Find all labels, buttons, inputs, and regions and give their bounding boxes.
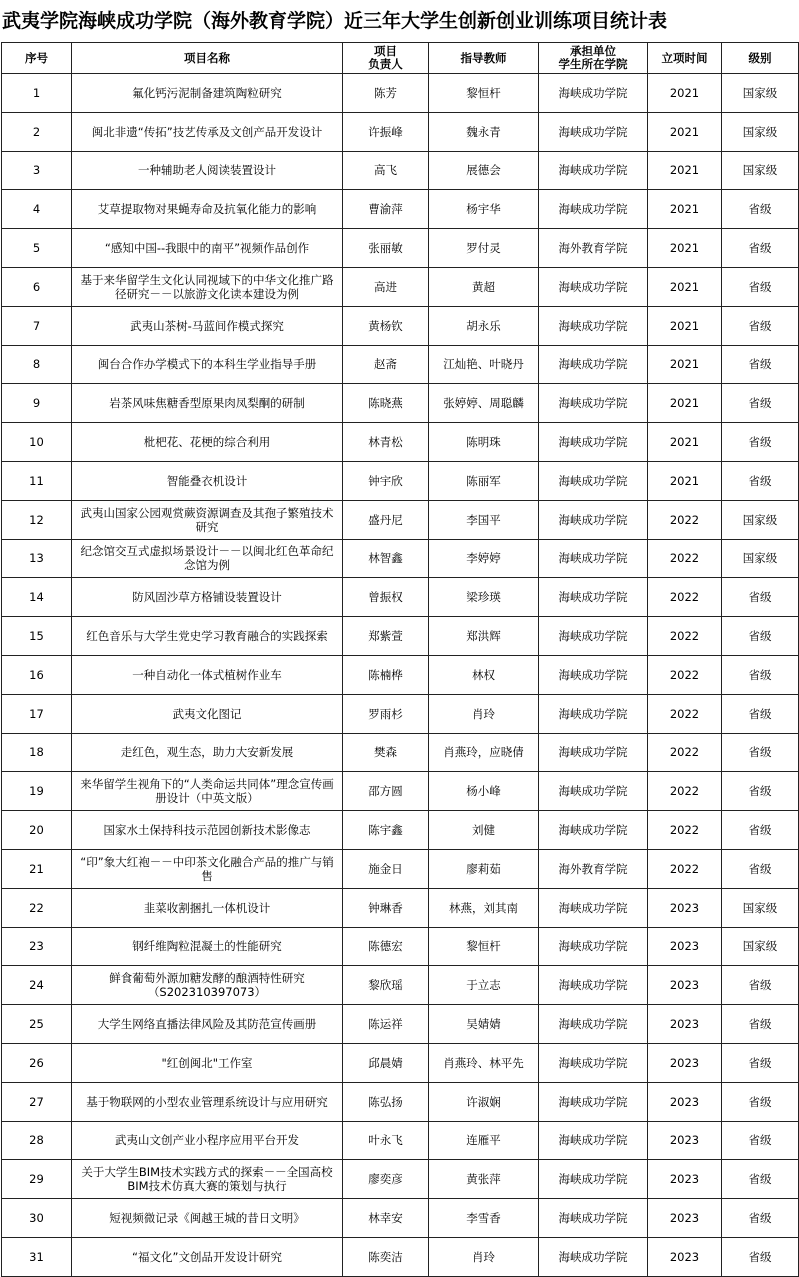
cell-year: 2023 [648, 1237, 722, 1276]
cell-year: 2021 [648, 345, 722, 384]
cell-level: 省级 [722, 1005, 799, 1044]
cell-unit: 海峡成功学院 [539, 74, 648, 113]
cell-project-name: 闽北非遗“传拓”技艺传承及文创产品开发设计 [72, 112, 343, 151]
table-row [2, 539, 799, 578]
cell-advisor: 肖燕玲，应晓倩 [429, 733, 539, 772]
cell-unit: 海峡成功学院 [539, 1199, 648, 1238]
cell-project-name: 基于物联网的小型农业管理系统设计与应用研究 [72, 1082, 343, 1121]
cell-year: 2021 [648, 267, 722, 306]
cell-level: 省级 [722, 267, 799, 306]
cell-advisor: 于立志 [429, 966, 539, 1005]
cell-level: 省级 [722, 772, 799, 811]
cell-year: 2023 [648, 927, 722, 966]
header-leader-line1: 项目 [374, 44, 397, 58]
cell-no: 3 [2, 151, 72, 190]
cell-level: 省级 [722, 694, 799, 733]
cell-advisor: 黎恒杆 [429, 927, 539, 966]
table-row [2, 267, 799, 306]
cell-leader: 陈奕洁 [343, 1237, 429, 1276]
cell-year: 2022 [648, 500, 722, 539]
cell-no: 4 [2, 190, 72, 229]
cell-unit: 海峡成功学院 [539, 1005, 648, 1044]
cell-leader: 黄杨钦 [343, 306, 429, 345]
cell-leader: 邵方圆 [343, 772, 429, 811]
cell-leader: 邱晨婧 [343, 1043, 429, 1082]
cell-year: 2021 [648, 461, 722, 500]
cell-advisor: 肖燕玲、林平先 [429, 1043, 539, 1082]
cell-project-name: 氟化钙污泥制备建筑陶粒研究 [72, 74, 343, 113]
cell-level: 省级 [722, 384, 799, 423]
header-leader [343, 43, 429, 74]
cell-level: 省级 [722, 733, 799, 772]
cell-year: 2021 [648, 229, 722, 268]
cell-leader: 黎欣瑶 [343, 966, 429, 1005]
table-row [2, 578, 799, 617]
cell-project-name: 武夷文化图记 [72, 694, 343, 733]
table-row [2, 1121, 799, 1160]
cell-no: 31 [2, 1237, 72, 1276]
cell-advisor: 肖玲 [429, 1237, 539, 1276]
cell-no: 14 [2, 578, 72, 617]
cell-no: 17 [2, 694, 72, 733]
cell-unit: 海峡成功学院 [539, 966, 648, 1005]
table-row [2, 966, 799, 1005]
cell-project-name: 红色音乐与大学生党史学习教育融合的实践探索 [72, 617, 343, 656]
cell-no: 19 [2, 772, 72, 811]
cell-level: 省级 [722, 345, 799, 384]
table-row [2, 423, 799, 462]
table-row [2, 229, 799, 268]
cell-leader: 高进 [343, 267, 429, 306]
cell-year: 2022 [648, 655, 722, 694]
cell-advisor: 魏永青 [429, 112, 539, 151]
cell-no: 20 [2, 811, 72, 850]
table-title: 武夷学院海峡成功学院（海外教育学院）近三年大学生创新创业训练项目统计表 [2, 10, 668, 32]
cell-leader: 廖奕彦 [343, 1160, 429, 1199]
cell-advisor: 罗付灵 [429, 229, 539, 268]
cell-no: 11 [2, 461, 72, 500]
cell-unit: 海峡成功学院 [539, 384, 648, 423]
cell-unit: 海峡成功学院 [539, 267, 648, 306]
cell-level: 省级 [722, 849, 799, 888]
cell-level: 省级 [722, 966, 799, 1005]
cell-leader: 陈芳 [343, 74, 429, 113]
cell-project-name: 韭菜收割捆扎一体机设计 [72, 888, 343, 927]
cell-level: 省级 [722, 617, 799, 656]
cell-year: 2023 [648, 1043, 722, 1082]
cell-advisor: 江灿艳、叶晓丹 [429, 345, 539, 384]
cell-level: 国家级 [722, 539, 799, 578]
table-row [2, 1237, 799, 1276]
cell-year: 2022 [648, 617, 722, 656]
table-row [2, 617, 799, 656]
cell-project-name: 短视频微记录《闽越王城的昔日文明》 [72, 1199, 343, 1238]
cell-no: 22 [2, 888, 72, 927]
cell-advisor: 黄张萍 [429, 1160, 539, 1199]
header-level: 级别 [722, 43, 799, 74]
cell-unit: 海峡成功学院 [539, 112, 648, 151]
cell-project-name: "红创闽北"工作室 [72, 1043, 343, 1082]
cell-no: 5 [2, 229, 72, 268]
cell-year: 2021 [648, 306, 722, 345]
cell-leader: 林青松 [343, 423, 429, 462]
cell-unit: 海峡成功学院 [539, 1043, 648, 1082]
cell-level: 省级 [722, 1199, 799, 1238]
cell-leader: 陈楠桦 [343, 655, 429, 694]
cell-year: 2022 [648, 694, 722, 733]
table-row [2, 811, 799, 850]
cell-project-name: 关于大学生BIM技术实践方式的探索－－全国高校BIM技术仿真大赛的策划与执行 [72, 1160, 343, 1199]
cell-level: 省级 [722, 423, 799, 462]
table-row [2, 888, 799, 927]
cell-leader: 曹渝萍 [343, 190, 429, 229]
cell-advisor: 陈明珠 [429, 423, 539, 462]
cell-unit: 海外教育学院 [539, 229, 648, 268]
header-unit-line2: 学生所在学院 [558, 57, 628, 71]
table-row [2, 306, 799, 345]
cell-level: 省级 [722, 306, 799, 345]
cell-year: 2023 [648, 966, 722, 1005]
cell-no: 6 [2, 267, 72, 306]
header-leader-line2: 负责人 [368, 57, 403, 71]
cell-no: 10 [2, 423, 72, 462]
cell-unit: 海峡成功学院 [539, 1237, 648, 1276]
cell-year: 2023 [648, 888, 722, 927]
cell-level: 省级 [722, 1082, 799, 1121]
cell-unit: 海峡成功学院 [539, 423, 648, 462]
cell-level: 国家级 [722, 500, 799, 539]
cell-project-name: 岩茶风味焦糖香型原果肉凤梨酮的研制 [72, 384, 343, 423]
cell-leader: 陈德宏 [343, 927, 429, 966]
cell-advisor: 张婷婷、周聪麟 [429, 384, 539, 423]
cell-project-name: 武夷山茶树-马蓝间作模式探究 [72, 306, 343, 345]
table-row [2, 461, 799, 500]
cell-level: 省级 [722, 655, 799, 694]
cell-no: 16 [2, 655, 72, 694]
cell-year: 2022 [648, 578, 722, 617]
cell-year: 2022 [648, 733, 722, 772]
header-year: 立项时间 [648, 43, 722, 74]
cell-leader: 樊森 [343, 733, 429, 772]
cell-leader: 陈弘扬 [343, 1082, 429, 1121]
cell-project-name: 大学生网络直播法律风险及其防范宣传画册 [72, 1005, 343, 1044]
cell-year: 2021 [648, 112, 722, 151]
cell-project-name: 闽台合作办学模式下的本科生学业指导手册 [72, 345, 343, 384]
cell-unit: 海峡成功学院 [539, 345, 648, 384]
cell-advisor: 刘健 [429, 811, 539, 850]
cell-no: 18 [2, 733, 72, 772]
table-row [2, 927, 799, 966]
table-body [2, 74, 799, 1277]
cell-advisor: 廖莉茹 [429, 849, 539, 888]
cell-project-name: “福文化”文创品开发设计研究 [72, 1237, 343, 1276]
cell-project-name: 基于来华留学生文化认同视域下的中华文化推广路径研究－－以旅游文化读本建设为例 [72, 267, 343, 306]
cell-no: 23 [2, 927, 72, 966]
cell-year: 2022 [648, 539, 722, 578]
cell-project-name: 艾草提取物对果蝇寿命及抗氧化能力的影响 [72, 190, 343, 229]
cell-advisor: 李国平 [429, 500, 539, 539]
cell-advisor: 展德会 [429, 151, 539, 190]
cell-advisor: 陈丽军 [429, 461, 539, 500]
cell-year: 2023 [648, 1121, 722, 1160]
cell-unit: 海外教育学院 [539, 849, 648, 888]
cell-year: 2021 [648, 384, 722, 423]
cell-level: 省级 [722, 1160, 799, 1199]
cell-no: 27 [2, 1082, 72, 1121]
cell-year: 2021 [648, 74, 722, 113]
header-unit-line1: 承担单位 [570, 44, 616, 58]
cell-leader: 陈晓燕 [343, 384, 429, 423]
cell-level: 国家级 [722, 927, 799, 966]
cell-advisor: 杨宇华 [429, 190, 539, 229]
cell-unit: 海峡成功学院 [539, 1160, 648, 1199]
cell-year: 2022 [648, 811, 722, 850]
cell-no: 9 [2, 384, 72, 423]
cell-year: 2022 [648, 772, 722, 811]
cell-unit: 海峡成功学院 [539, 1121, 648, 1160]
cell-advisor: 吴婧婧 [429, 1005, 539, 1044]
table-row [2, 384, 799, 423]
header-no: 序号 [2, 43, 72, 74]
cell-no: 21 [2, 849, 72, 888]
cell-level: 国家级 [722, 112, 799, 151]
cell-year: 2023 [648, 1082, 722, 1121]
cell-unit: 海峡成功学院 [539, 655, 648, 694]
cell-unit: 海峡成功学院 [539, 733, 648, 772]
cell-unit: 海峡成功学院 [539, 811, 648, 850]
cell-leader: 许振峰 [343, 112, 429, 151]
table-row [2, 694, 799, 733]
cell-leader: 钟宇欣 [343, 461, 429, 500]
cell-year: 2023 [648, 1199, 722, 1238]
cell-leader: 赵斋 [343, 345, 429, 384]
cell-no: 13 [2, 539, 72, 578]
table-row [2, 849, 799, 888]
cell-leader: 林幸安 [343, 1199, 429, 1238]
cell-unit: 海峡成功学院 [539, 190, 648, 229]
table-row [2, 345, 799, 384]
cell-level: 省级 [722, 811, 799, 850]
cell-leader: 林智鑫 [343, 539, 429, 578]
table-row [2, 1160, 799, 1199]
cell-advisor: 胡永乐 [429, 306, 539, 345]
cell-advisor: 李婷婷 [429, 539, 539, 578]
cell-no: 8 [2, 345, 72, 384]
cell-advisor: 黎恒杆 [429, 74, 539, 113]
cell-project-name: 纪念馆交互式虚拟场景设计－－以闽北红色革命纪念馆为例 [72, 539, 343, 578]
cell-project-name: 防风固沙草方格铺设装置设计 [72, 578, 343, 617]
cell-leader: 钟琳香 [343, 888, 429, 927]
table-row [2, 1043, 799, 1082]
table-header [2, 43, 799, 74]
table-row [2, 1082, 799, 1121]
cell-unit: 海峡成功学院 [539, 151, 648, 190]
cell-project-name: 智能叠衣机设计 [72, 461, 343, 500]
cell-advisor: 杨小峰 [429, 772, 539, 811]
cell-project-name: 武夷山国家公园观赏蕨资源调查及其孢子繁殖技术研究 [72, 500, 343, 539]
cell-project-name: 国家水土保持科技示范园创新技术影像志 [72, 811, 343, 850]
cell-unit: 海峡成功学院 [539, 1082, 648, 1121]
cell-unit: 海峡成功学院 [539, 888, 648, 927]
cell-project-name: 武夷山文创产业小程序应用平台开发 [72, 1121, 343, 1160]
cell-unit: 海峡成功学院 [539, 306, 648, 345]
cell-advisor: 黄超 [429, 267, 539, 306]
cell-advisor: 李雪香 [429, 1199, 539, 1238]
header-advisor: 指导教师 [429, 43, 539, 74]
cell-project-name: 一种自动化一体式植树作业车 [72, 655, 343, 694]
cell-level: 省级 [722, 1043, 799, 1082]
table-row [2, 733, 799, 772]
cell-project-name: “感知中国--我眼中的南平”视频作品创作 [72, 229, 343, 268]
cell-advisor: 林燕，刘其南 [429, 888, 539, 927]
table-row [2, 1199, 799, 1238]
cell-no: 25 [2, 1005, 72, 1044]
cell-advisor: 连雁平 [429, 1121, 539, 1160]
cell-no: 28 [2, 1121, 72, 1160]
cell-leader: 高飞 [343, 151, 429, 190]
cell-no: 30 [2, 1199, 72, 1238]
cell-leader: 叶永飞 [343, 1121, 429, 1160]
cell-unit: 海峡成功学院 [539, 461, 648, 500]
table-row [2, 772, 799, 811]
header-unit [539, 43, 648, 74]
cell-no: 29 [2, 1160, 72, 1199]
cell-year: 2021 [648, 190, 722, 229]
cell-no: 26 [2, 1043, 72, 1082]
cell-leader: 罗雨杉 [343, 694, 429, 733]
table-row [2, 500, 799, 539]
cell-unit: 海峡成功学院 [539, 578, 648, 617]
table-row [2, 190, 799, 229]
cell-no: 2 [2, 112, 72, 151]
cell-unit: 海峡成功学院 [539, 500, 648, 539]
cell-unit: 海峡成功学院 [539, 617, 648, 656]
cell-unit: 海峡成功学院 [539, 927, 648, 966]
cell-advisor: 林权 [429, 655, 539, 694]
cell-leader: 张丽敏 [343, 229, 429, 268]
cell-leader: 陈运祥 [343, 1005, 429, 1044]
cell-no: 15 [2, 617, 72, 656]
cell-project-name: 钢纤维陶粒混凝土的性能研究 [72, 927, 343, 966]
cell-year: 2023 [648, 1160, 722, 1199]
cell-no: 24 [2, 966, 72, 1005]
cell-leader: 施金日 [343, 849, 429, 888]
cell-level: 省级 [722, 1237, 799, 1276]
cell-no: 1 [2, 74, 72, 113]
cell-advisor: 肖玲 [429, 694, 539, 733]
cell-no: 12 [2, 500, 72, 539]
cell-level: 省级 [722, 578, 799, 617]
cell-unit: 海峡成功学院 [539, 539, 648, 578]
cell-level: 国家级 [722, 74, 799, 113]
cell-advisor: 梁珍瑛 [429, 578, 539, 617]
cell-year: 2022 [648, 849, 722, 888]
table-row [2, 74, 799, 113]
cell-advisor: 郑洪辉 [429, 617, 539, 656]
cell-year: 2021 [648, 151, 722, 190]
cell-no: 7 [2, 306, 72, 345]
cell-project-name: 枇杷花、花梗的综合利用 [72, 423, 343, 462]
cell-level: 省级 [722, 229, 799, 268]
cell-leader: 盛丹尼 [343, 500, 429, 539]
cell-leader: 郑紫萱 [343, 617, 429, 656]
cell-level: 省级 [722, 1121, 799, 1160]
cell-level: 国家级 [722, 888, 799, 927]
cell-level: 省级 [722, 461, 799, 500]
cell-unit: 海峡成功学院 [539, 772, 648, 811]
cell-project-name: 来华留学生视角下的“人类命运共同体”理念宣传画册设计（中英文版） [72, 772, 343, 811]
cell-year: 2023 [648, 1005, 722, 1044]
cell-leader: 曾振权 [343, 578, 429, 617]
table-row [2, 655, 799, 694]
cell-project-name: 一种辅助老人阅读装置设计 [72, 151, 343, 190]
table-row [2, 151, 799, 190]
cell-project-name: 走红色，观生态，助力大安新发展 [72, 733, 343, 772]
cell-level: 省级 [722, 190, 799, 229]
cell-year: 2021 [648, 423, 722, 462]
cell-level: 国家级 [722, 151, 799, 190]
header-row [2, 43, 799, 74]
header-project-name: 项目名称 [72, 43, 343, 74]
table-row [2, 1005, 799, 1044]
cell-advisor: 许淑娴 [429, 1082, 539, 1121]
table-row [2, 112, 799, 151]
cell-project-name: “印”象大红袍－－中印茶文化融合产品的推广与销售 [72, 849, 343, 888]
cell-project-name: 鲜食葡萄外源加糖发酵的酿酒特性研究（S202310397073） [72, 966, 343, 1005]
cell-unit: 海峡成功学院 [539, 694, 648, 733]
project-table [1, 42, 799, 1277]
cell-leader: 陈宇鑫 [343, 811, 429, 850]
